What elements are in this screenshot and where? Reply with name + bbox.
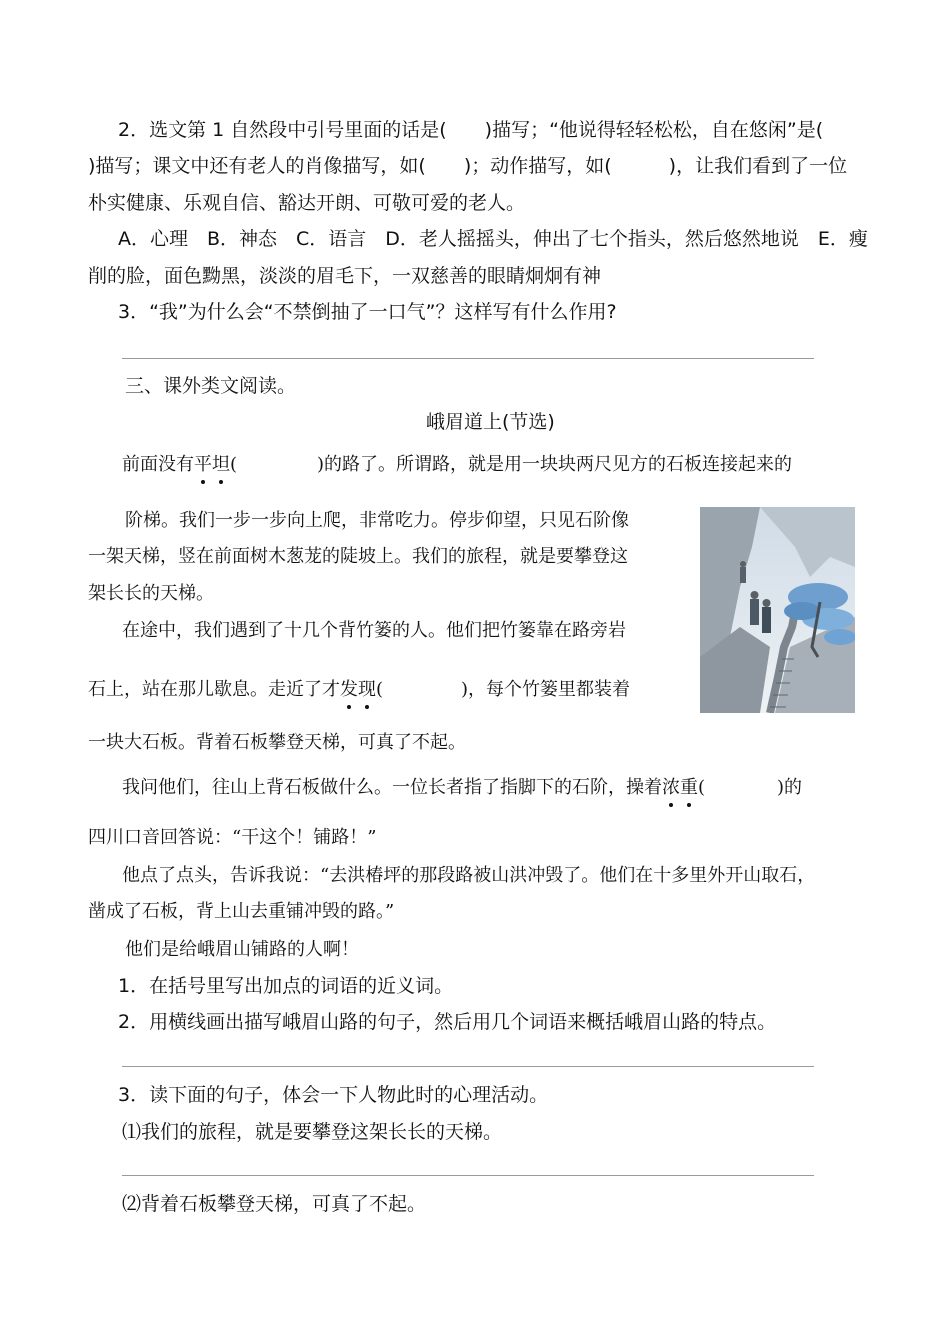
passage-p1-line2: 阶梯。我们一步一步向上爬，非常吃力。停步仰望，只见石阶像 — [125, 510, 629, 531]
p2-open-paren: ( — [376, 679, 384, 700]
answer-line[interactable] — [122, 358, 814, 359]
dotted-char: 现 — [358, 679, 376, 700]
q2-options-line2: 削的脸，面色黝黑，淡淡的眉毛下，一双慈善的眼睛炯炯有神 — [88, 265, 602, 287]
passage-p2-line1: 在途中，我们遇到了十几个背竹篓的人。他们把竹篓靠在路旁岩 — [122, 620, 626, 641]
answer-line[interactable] — [122, 1175, 814, 1176]
mountain-path-illustration-icon — [700, 507, 855, 713]
passage-p1-line3: 一架天梯，竖在前面树木葱茏的陡坡上。我们的旅程，就是要攀登这 — [88, 546, 628, 567]
passage-p4-line1: 他点了点头，告诉我说：“去洪椿坪的那段路被山洪冲毁了。他们在十多里外开山取石， — [122, 865, 816, 886]
p2-prefix: 石上，站在那儿歇息。走近了才 — [88, 679, 340, 700]
passage-p1-line4: 架长长的天梯。 — [88, 583, 214, 604]
dotted-char: 坦 — [212, 454, 230, 475]
q2-line2: )描写；课文中还有老人的肖像描写，如( )；动作描写，如( )，让我们看到了一位 — [88, 155, 848, 177]
p1-suffix: )的路了。所谓路，就是用一块块两尺见方的石板连接起来的 — [317, 454, 793, 475]
passage-p1-line1 — [122, 453, 792, 477]
p3-prefix: 我问他们，往山上背石板做什么。一位长者指了指脚下的石阶，操着 — [122, 777, 662, 798]
passage-p4-line2: 凿成了石板，背上山去重铺冲毁的路。” — [88, 901, 395, 922]
answer-line[interactable] — [122, 1066, 814, 1067]
dotted-char: 浓 — [662, 777, 680, 798]
q2-options-line1: A．心理 B．神态 C．语言 D．老人摇摇头，伸出了七个指头，然后悠然地说 E．瘦 — [118, 228, 868, 250]
passage-p2-line2 — [88, 678, 630, 702]
question-1: 1．在括号里写出加点的词语的近义词。 — [118, 975, 454, 997]
p3-open-paren: ( — [698, 777, 706, 798]
p1-prefix: 前面没有 — [122, 454, 194, 475]
p3-suffix: )的 — [777, 777, 803, 798]
passage-p2-line3: 一块大石板。背着石板攀登天梯，可真了不起。 — [88, 732, 466, 753]
question-3-2: ⑵背着石板攀登天梯，可真了不起。 — [122, 1193, 427, 1215]
p1-open-paren: ( — [230, 454, 238, 475]
question-2: 2．用横线画出描写峨眉山路的句子，然后用几个词语来概括峨眉山路的特点。 — [118, 1011, 777, 1033]
section-heading: 三、课外类文阅读。 — [125, 375, 297, 397]
passage-p3-line1 — [122, 776, 802, 800]
passage-p5: 他们是给峨眉山铺路的人啊！ — [125, 939, 359, 960]
dotted-char: 发 — [340, 679, 358, 700]
dotted-char: 平 — [194, 454, 212, 475]
question-3-1: ⑴我们的旅程，就是要攀登这架长长的天梯。 — [122, 1121, 503, 1143]
question-3: 3．读下面的句子，体会一下人物此时的心理活动。 — [118, 1084, 549, 1106]
passage-title: 峨眉道上(节选) — [426, 411, 555, 433]
p2-suffix: )，每个竹篓里都装着 — [461, 679, 631, 700]
dotted-char: 重 — [680, 777, 698, 798]
passage-p3-line2: 四川口音回答说：“干这个！铺路！” — [88, 827, 377, 848]
q2-line1: 2．选文第 1 自然段中引号里面的话是( )描写；“他说得轻轻松松，自在悠闲”是( — [118, 119, 824, 141]
q3-question: 3．“我”为什么会“不禁倒抽了一口气”？这样写有什么作用? — [118, 301, 617, 323]
q2-line3: 朴实健康、乐观自信、豁达开朗、可敬可爱的老人。 — [88, 192, 526, 214]
